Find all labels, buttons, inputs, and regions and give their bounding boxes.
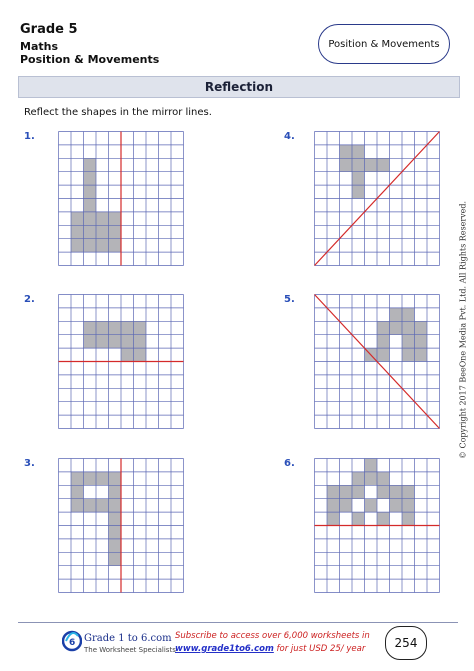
logo-text: Grade 1 to 6.com bbox=[84, 633, 172, 644]
subject-heading: Maths bbox=[20, 40, 59, 53]
grade1to6-logo-icon bbox=[62, 628, 82, 660]
problem-4-grid bbox=[314, 131, 441, 267]
shaded-cell bbox=[377, 348, 390, 361]
problem-3-number: 3. bbox=[24, 458, 35, 469]
shaded-cell bbox=[96, 239, 109, 252]
problem-2-grid bbox=[58, 294, 185, 430]
shaded-cell bbox=[377, 485, 390, 498]
promo-price-text: for just USD 25/ year bbox=[273, 644, 366, 654]
shaded-cell bbox=[377, 335, 390, 348]
shaded-cell bbox=[352, 485, 365, 498]
problem-5-grid bbox=[314, 294, 441, 430]
shaded-cell bbox=[71, 499, 84, 512]
shaded-cell bbox=[340, 485, 353, 498]
promo-line-2 bbox=[175, 644, 365, 654]
promo-line-1: Subscribe to access over 6,000 worksheets in bbox=[175, 631, 370, 641]
promo-url-link[interactable]: www.grade1to6.com bbox=[175, 644, 274, 654]
shaded-cell bbox=[390, 308, 403, 321]
shaded-cell bbox=[402, 335, 415, 348]
shaded-cell bbox=[109, 485, 122, 498]
worksheet-title: Reflection bbox=[204, 80, 274, 94]
shaded-cell bbox=[352, 472, 365, 485]
problem-4-number: 4. bbox=[284, 131, 295, 142]
shaded-cell bbox=[84, 335, 97, 348]
shaded-cell bbox=[84, 472, 97, 485]
shaded-cell bbox=[340, 158, 353, 171]
shaded-cell bbox=[390, 321, 403, 334]
shaded-cell bbox=[402, 308, 415, 321]
shaded-cell bbox=[84, 225, 97, 238]
shaded-cell bbox=[415, 335, 428, 348]
shaded-cell bbox=[96, 499, 109, 512]
shaded-cell bbox=[84, 158, 97, 171]
shaded-cell bbox=[71, 485, 84, 498]
shaded-cell bbox=[121, 348, 134, 361]
shaded-cell bbox=[71, 212, 84, 225]
shaded-cell bbox=[390, 499, 403, 512]
problem-3-grid bbox=[58, 458, 185, 594]
shaded-cell bbox=[377, 472, 390, 485]
shaded-cell bbox=[352, 158, 365, 171]
shaded-cell bbox=[377, 321, 390, 334]
shaded-cell bbox=[109, 499, 122, 512]
shaded-cell bbox=[109, 321, 122, 334]
shaded-cell bbox=[415, 348, 428, 361]
shaded-cell bbox=[402, 499, 415, 512]
shaded-cell bbox=[109, 512, 122, 525]
shaded-cell bbox=[327, 512, 340, 525]
topic-badge-label: Position & Movements bbox=[328, 38, 440, 50]
shaded-cell bbox=[84, 321, 97, 334]
shaded-cell bbox=[109, 212, 122, 225]
shaded-cell bbox=[402, 512, 415, 525]
worksheet-title-bar bbox=[18, 76, 460, 98]
problem-2-number: 2. bbox=[24, 294, 35, 305]
shaded-cell bbox=[71, 239, 84, 252]
shaded-cell bbox=[84, 239, 97, 252]
shaded-cell bbox=[134, 348, 147, 361]
shaded-cell bbox=[415, 321, 428, 334]
shaded-cell bbox=[327, 499, 340, 512]
shaded-cell bbox=[71, 472, 84, 485]
shaded-cell bbox=[134, 321, 147, 334]
shaded-cell bbox=[340, 499, 353, 512]
instruction-text: Reflect the shapes in the mirror lines. bbox=[24, 107, 212, 118]
shaded-cell bbox=[84, 499, 97, 512]
shaded-cell bbox=[109, 335, 122, 348]
problem-6-number: 6. bbox=[284, 458, 295, 469]
shaded-cell bbox=[109, 552, 122, 565]
page-number: 254 bbox=[394, 636, 418, 650]
problem-1-grid bbox=[58, 131, 185, 267]
shaded-cell bbox=[365, 472, 378, 485]
shaded-cell bbox=[365, 158, 378, 171]
shaded-cell bbox=[84, 199, 97, 212]
shaded-cell bbox=[109, 526, 122, 539]
shaded-cell bbox=[96, 472, 109, 485]
shaded-cell bbox=[352, 185, 365, 198]
shaded-cell bbox=[84, 185, 97, 198]
shaded-cell bbox=[352, 145, 365, 158]
problem-1-number: 1. bbox=[24, 131, 35, 142]
page-number-badge bbox=[385, 626, 427, 660]
logo-tagline: The Worksheet Specialists bbox=[84, 646, 176, 654]
shaded-cell bbox=[109, 239, 122, 252]
shaded-cell bbox=[121, 335, 134, 348]
shaded-cell bbox=[402, 485, 415, 498]
svg-text:6: 6 bbox=[69, 638, 76, 648]
shaded-cell bbox=[340, 145, 353, 158]
shaded-cell bbox=[402, 348, 415, 361]
shaded-cell bbox=[377, 158, 390, 171]
problem-6-grid bbox=[314, 458, 441, 594]
shaded-cell bbox=[96, 225, 109, 238]
shaded-cell bbox=[352, 512, 365, 525]
shaded-cell bbox=[84, 172, 97, 185]
shaded-cell bbox=[71, 225, 84, 238]
shaded-cell bbox=[134, 335, 147, 348]
shaded-cell bbox=[402, 321, 415, 334]
shaded-cell bbox=[96, 321, 109, 334]
topic-badge bbox=[318, 24, 450, 64]
shaded-cell bbox=[96, 335, 109, 348]
shaded-cell bbox=[84, 212, 97, 225]
shaded-cell bbox=[327, 485, 340, 498]
shaded-cell bbox=[121, 321, 134, 334]
shaded-cell bbox=[96, 212, 109, 225]
grade-heading: Grade 5 bbox=[20, 22, 78, 37]
shaded-cell bbox=[365, 499, 378, 512]
footer-divider bbox=[18, 622, 458, 623]
shaded-cell bbox=[109, 225, 122, 238]
shaded-cell bbox=[109, 539, 122, 552]
problem-5-number: 5. bbox=[284, 294, 295, 305]
shaded-cell bbox=[390, 485, 403, 498]
shaded-cell bbox=[352, 172, 365, 185]
shaded-cell bbox=[377, 512, 390, 525]
shaded-cell bbox=[109, 472, 122, 485]
topic-heading: Position & Movements bbox=[20, 53, 160, 66]
shaded-cell bbox=[365, 459, 378, 472]
copyright-notice: © Copyright 2017 BeeOne Media Pvt. Ltd. All Rights Reserved. bbox=[458, 200, 468, 460]
